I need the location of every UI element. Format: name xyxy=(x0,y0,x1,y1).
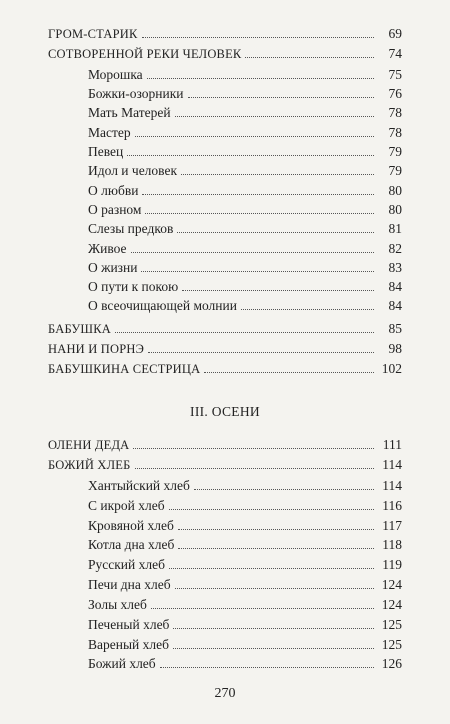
toc-entry-page: 69 xyxy=(388,26,402,41)
toc-entry-title: Вареный хлеб xyxy=(88,637,169,652)
leader-dots xyxy=(175,587,374,589)
leader-dots xyxy=(135,135,374,137)
toc-entry-title: О любви xyxy=(88,183,139,198)
leader-dots xyxy=(188,96,374,98)
toc-entry-page: 81 xyxy=(388,221,402,236)
toc-subentry xyxy=(0,596,402,614)
toc-subentry xyxy=(0,162,402,180)
toc-subentry xyxy=(0,104,402,122)
toc-entry-title: Печеный хлеб xyxy=(88,617,170,632)
toc-entry-page: 124 xyxy=(381,577,402,592)
toc-entry-page: 80 xyxy=(388,202,402,217)
toc-subentry xyxy=(0,182,402,200)
toc-entry-title: Божий хлеб xyxy=(88,656,156,671)
toc-subentry xyxy=(0,297,402,315)
leader-dots xyxy=(194,488,374,490)
leader-dots xyxy=(181,173,374,175)
leader-dots xyxy=(147,77,374,79)
leader-dots xyxy=(178,547,374,549)
toc-entry-page: 74 xyxy=(388,46,402,61)
toc-entry-title: Певец xyxy=(88,144,124,159)
toc-entry-title: ГРОМ-СТАРИК xyxy=(48,27,138,41)
toc-subentry xyxy=(0,66,402,84)
toc-entry xyxy=(0,320,402,338)
toc-entry-page: 102 xyxy=(381,361,402,376)
toc-subentry xyxy=(0,616,402,634)
toc-subentry xyxy=(0,220,402,238)
toc-entry-title: Котла дна хлеб xyxy=(88,537,175,552)
toc-subentry xyxy=(0,201,402,219)
toc-entry-page: 79 xyxy=(388,144,402,159)
toc-entry-page: 116 xyxy=(382,498,402,513)
leader-dots xyxy=(142,193,374,195)
leader-dots xyxy=(241,308,374,310)
toc-subentry xyxy=(0,517,402,535)
leader-dots xyxy=(131,251,374,253)
toc-entry-page: 117 xyxy=(382,518,402,533)
toc-entry-page: 114 xyxy=(382,478,402,493)
leader-dots xyxy=(148,351,374,353)
toc-entry-title: Живое xyxy=(88,241,127,256)
leader-dots xyxy=(115,331,374,333)
toc-entry-page: 76 xyxy=(388,86,402,101)
toc-entry-page: 125 xyxy=(381,617,402,632)
leader-dots xyxy=(182,289,374,291)
toc-entry-page: 84 xyxy=(388,279,402,294)
toc-subentry xyxy=(0,85,402,103)
toc-entry-page: 119 xyxy=(382,557,402,572)
toc-subentry xyxy=(0,278,402,296)
toc-entry-page: 126 xyxy=(381,656,402,671)
toc-entry-page: 80 xyxy=(388,183,402,198)
toc-subentry xyxy=(0,655,402,673)
toc-entry-title: Русский хлеб xyxy=(88,557,165,572)
toc-entry-title: СОТВОРЕННОЙ РЕКИ ЧЕЛОВЕК xyxy=(48,47,242,61)
toc-subentry xyxy=(0,240,402,258)
leader-dots xyxy=(160,666,374,668)
toc-entry-page: 78 xyxy=(388,125,402,140)
toc-subentry xyxy=(0,556,402,574)
leader-dots xyxy=(173,627,374,629)
toc-entry-page: 75 xyxy=(388,67,402,82)
leader-dots xyxy=(245,56,374,58)
leader-dots xyxy=(151,607,374,609)
toc-subentry xyxy=(0,124,402,142)
leader-dots xyxy=(169,567,374,569)
toc-entry-title: О всеочищающей молнии xyxy=(88,298,237,313)
toc-entry-title: О пути к покою xyxy=(88,279,179,294)
toc-entry xyxy=(0,436,402,454)
toc-entry-title: Слезы предков xyxy=(88,221,174,236)
toc-entry-page: 111 xyxy=(382,437,402,452)
toc-entry-title: Морошка xyxy=(88,67,143,82)
leader-dots xyxy=(177,231,374,233)
leader-dots xyxy=(145,212,374,214)
toc-subentry xyxy=(0,576,402,594)
toc-entry-page: 78 xyxy=(388,105,402,120)
toc-entry-page: 83 xyxy=(388,260,402,275)
leader-dots xyxy=(127,154,374,156)
toc-entry-page: 114 xyxy=(382,457,402,472)
toc-entry-title: Мать Матерей xyxy=(88,105,171,120)
toc-entry-title: Печи дна хлеб xyxy=(88,577,171,592)
leader-dots xyxy=(142,36,374,38)
toc-entry-title: С икрой хлеб xyxy=(88,498,165,513)
leader-dots xyxy=(169,508,374,510)
toc-subentry xyxy=(0,477,402,495)
leader-dots xyxy=(204,371,374,373)
toc-entry-title: Божки-озорники xyxy=(88,86,184,101)
toc-entry-title: О жизни xyxy=(88,260,138,275)
toc-entry-page: 79 xyxy=(388,163,402,178)
toc-entry-title: Мастер xyxy=(88,125,131,140)
leader-dots xyxy=(135,467,374,469)
toc-entry-title: О разном xyxy=(88,202,142,217)
leader-dots xyxy=(141,270,374,272)
toc-entry-title: Кровяной хлеб xyxy=(88,518,174,533)
leader-dots xyxy=(175,115,374,117)
toc-entry-title: Идол и человек xyxy=(88,163,178,178)
toc-entry-page: 98 xyxy=(388,341,402,356)
toc-entry-title: БАБУШКИНА СЕСТРИЦА xyxy=(48,362,201,376)
toc-entry-page: 124 xyxy=(381,597,402,612)
toc-entry xyxy=(0,45,402,63)
toc-entry-title: Хантыйский хлеб xyxy=(88,478,190,493)
toc-entry-page: 84 xyxy=(388,298,402,313)
leader-dots xyxy=(133,447,374,449)
toc-subentry xyxy=(0,143,402,161)
toc-entry-page: 118 xyxy=(382,537,402,552)
toc-entry-title: НАНИ И ПОРНЭ xyxy=(48,342,145,356)
toc-subentry xyxy=(0,497,402,515)
toc-subentry xyxy=(0,536,402,554)
leader-dots xyxy=(173,647,374,649)
page-number: 270 xyxy=(214,686,236,701)
section-heading: III. ОСЕНИ xyxy=(190,404,260,419)
toc-entry-title: БАБУШКА xyxy=(48,322,112,336)
toc-entry xyxy=(0,456,402,474)
toc-subentry xyxy=(0,636,402,654)
leader-dots xyxy=(178,528,374,530)
toc-entry-page: 82 xyxy=(388,241,402,256)
toc-entry xyxy=(0,340,402,358)
toc-entry xyxy=(0,25,402,43)
toc-entry xyxy=(0,360,402,378)
toc-entry-title: Золы хлеб xyxy=(88,597,147,612)
toc-entry-title: ОЛЕНИ ДЕДА xyxy=(48,438,130,452)
toc-entry-page: 125 xyxy=(381,637,402,652)
toc-entry-title: БОЖИЙ ХЛЕБ xyxy=(48,458,131,472)
toc-entry-page: 85 xyxy=(388,321,402,336)
toc-subentry xyxy=(0,259,402,277)
